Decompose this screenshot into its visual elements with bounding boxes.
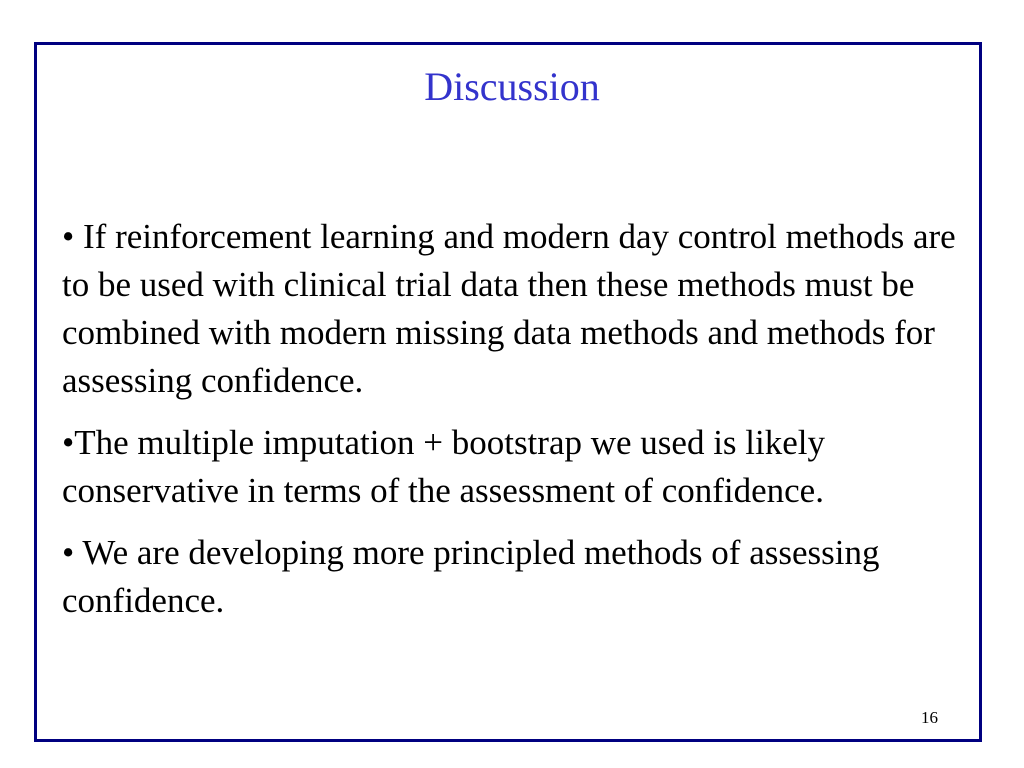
bullet-item-imputation-bootstrap: •The multiple imputation + bootstrap we used is likely conservative in terms of the assessment of confidence.: [62, 423, 825, 510]
bullet-item-rl-control: • If reinforcement learning and modern day control methods are to be used with clinical trial data then these methods must be combined with modern missing data methods and methods for assessing confidence.: [62, 217, 956, 400]
page-number: 16: [921, 708, 938, 727]
bullet-item-principled-methods: • We are developing more principled methods of assessing confidence.: [62, 533, 880, 620]
bullet-list: [62, 213, 962, 639]
slide-title: Discussion: [424, 64, 600, 109]
